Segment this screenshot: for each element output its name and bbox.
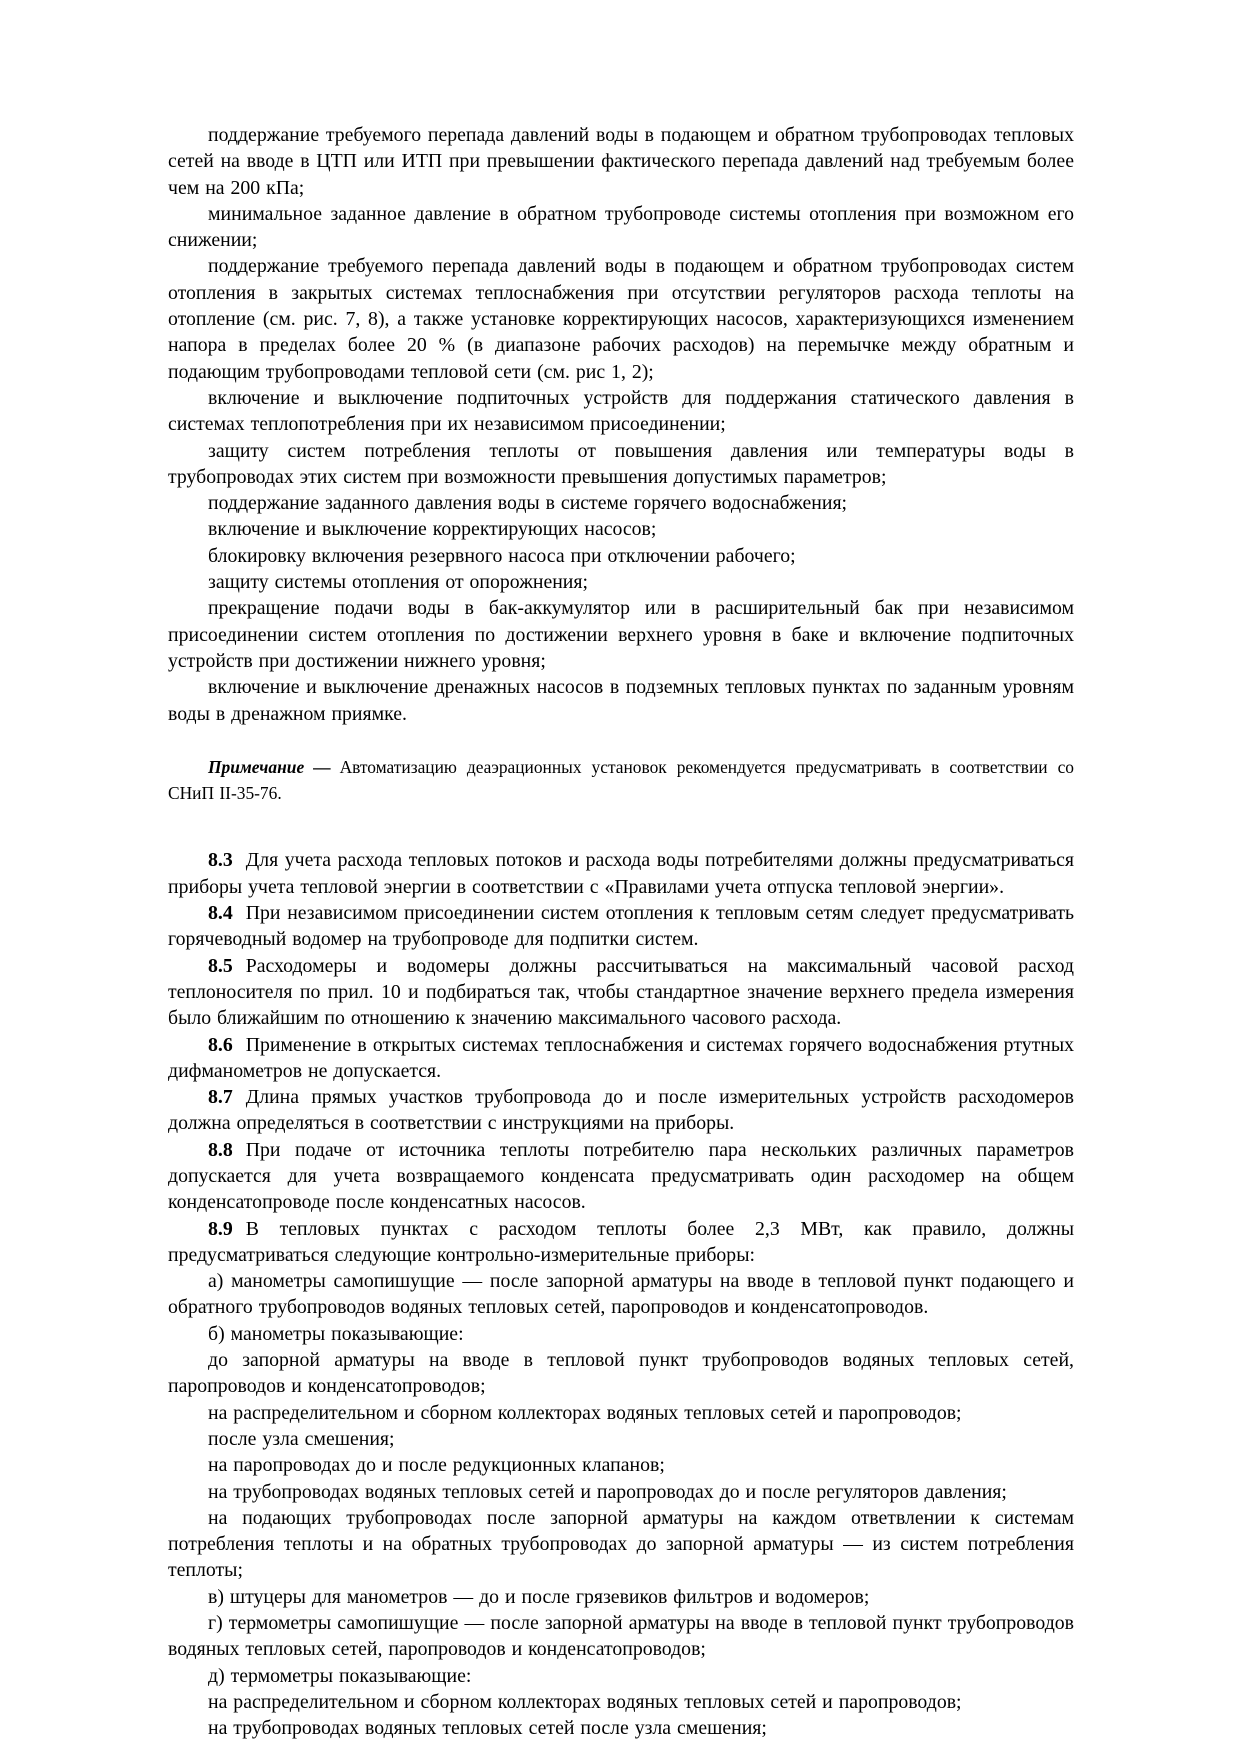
paragraph: поддержание требуемого перепада давлений воды в подающем и обратном трубопроводах систем отопления в закрытых системах теплоснабжения при отсутствии регуляторов расхода теплоты на отопление (см. рис. 7, 8), а также установке корректирующих насосов, характеризующихся изменением напора в пределах более 20 % (в диапазоне рабочих расходов) на перемычке между обратным и подающим трубопроводами тепловой сети (см. рис 1, 2);: [168, 255, 1074, 383]
document-content: [168, 122, 1074, 1742]
paragraph: прекращение подачи воды в бак-аккумулятор или в расширительный бак при независимом присоединении систем отопления по достижении верхнего уровня в баке и включение подпиточных устройств при достижении нижнего уровня;: [168, 597, 1074, 672]
paragraph: защиту систем потребления теплоты от повышения давления или температуры воды в трубопроводах этих систем при возможности превышения допустимых параметров;: [168, 439, 1074, 488]
section-number: 8.7: [208, 1086, 233, 1109]
note-text: Автоматизацию деаэрационных установок рекомендуется предусматривать в соответствии со СНиП II-35-76.: [168, 756, 1074, 804]
section-text: При независимом присоединении систем отопления к тепловым сетям следует предусматривать горячеводный водомер на трубопроводе для подпитки систем.: [168, 902, 1074, 951]
paragraph: д) термометры показывающие:: [208, 1664, 472, 1687]
paragraph: блокировку включения резервного насоса при отключении рабочего;: [208, 544, 796, 567]
section-text: Длина прямых участков трубопровода до и после измерительных устройств расходомеров должна определяться в соответствии с инструкциями на приборы.: [168, 1086, 1074, 1135]
paragraph: до запорной арматуры на вводе в тепловой пункт трубопроводов водяных тепловых сетей, паропроводов и конденсатопроводов;: [168, 1349, 1074, 1398]
paragraph: поддержание заданного давления воды в системе горячего водоснабжения;: [208, 492, 848, 515]
section-text: При подаче от источника теплоты потребителю пара нескольких различных параметров допускается для учета возвращаемого конденсата предусматривать один расходомер на общем конденсатопроводе после конденсатных насосов.: [168, 1138, 1074, 1214]
section-paragraph: [168, 900, 1074, 953]
paragraph: после узла смешения;: [208, 1427, 395, 1450]
section-number: 8.5: [208, 954, 233, 977]
section-text: Для учета расхода тепловых потоков и расхода воды потребителями должны предусматриваться приборы учета тепловой энергии в соответствии с «Правилами учета отпуска тепловой энергии».: [168, 849, 1074, 898]
section-paragraph: [168, 953, 1074, 1032]
paragraph: на паропроводах до и после редукционных клапанов;: [208, 1454, 665, 1477]
note-dash: —: [313, 756, 331, 777]
section-number: 8.6: [208, 1033, 233, 1056]
section-paragraph: [168, 1137, 1074, 1216]
note-label: Примечание: [208, 756, 305, 777]
paragraph: на подающих трубопроводах после запорной арматуры на каждом ответвлении к системам потребления теплоты и на обратных трубопроводах до запорной арматуры — из систем потребления теплоты;: [168, 1506, 1074, 1582]
paragraph: б) манометры показывающие:: [208, 1322, 464, 1345]
section-paragraph: [168, 1032, 1074, 1085]
paragraph: г) термометры самопишущие — после запорной арматуры на вводе в тепловой пункт трубопроводов водяных тепловых сетей, паропроводов и конденсатопроводов;: [168, 1612, 1074, 1661]
section-paragraph: [168, 1084, 1074, 1137]
section-paragraph: [168, 1216, 1074, 1269]
paragraph: в) штуцеры для манометров — до и после грязевиков фильтров и водомеров;: [208, 1585, 870, 1608]
paragraph: включение и выключение подпиточных устройств для поддержания статического давления в системах теплопотребления при их независимом присоединении;: [168, 386, 1074, 436]
section-text: Расходомеры и водомеры должны рассчитываться на максимальный часовой расход теплоносителя по прил. 10 и подбираться так, чтобы стандартное значение верхнего предела измерения было ближайшим по отношению к значению максимального часового расхода.: [168, 954, 1074, 1030]
paragraph: на распределительном и сборном коллекторах водяных тепловых сетей и паропроводов;: [208, 1401, 962, 1424]
paragraph: на трубопроводах водяных тепловых сетей и паропроводах до и после регуляторов давления;: [208, 1480, 1007, 1503]
paragraph: на трубопроводах водяных тепловых сетей после узла смешения;: [208, 1717, 767, 1740]
section-number: 8.8: [208, 1138, 233, 1161]
paragraph: минимальное заданное давление в обратном трубопроводе системы отопления при возможном его снижении;: [168, 202, 1074, 252]
section-paragraph: [168, 847, 1074, 900]
paragraph: защиту системы отопления от опорожнения;: [208, 571, 588, 594]
paragraph: включение и выключение корректирующих насосов;: [208, 518, 657, 541]
paragraph: включение и выключение дренажных насосов в подземных тепловых пунктах по заданным уровням воды в дренажном приямке.: [168, 676, 1074, 725]
section-number: 8.3: [208, 849, 233, 872]
paragraph: а) манометры самопишущие — после запорной арматуры на вводе в тепловой пункт подающего и обратного трубопроводов водяных тепловых сетей, паропроводов и конденсатопроводов.: [168, 1270, 1074, 1319]
paragraph: на распределительном и сборном коллекторах водяных тепловых сетей и паропроводов;: [208, 1690, 962, 1713]
note-paragraph: [168, 754, 1074, 807]
section-number: 8.4: [208, 902, 233, 925]
paragraph: поддержание требуемого перепада давлений воды в подающем и обратном трубопроводах тепловых сетей на вводе в ЦТП или ИТП при превышении фактического перепада давлений над требуемым более чем на 200 кПа;: [168, 124, 1074, 199]
section-number: 8.9: [208, 1217, 233, 1240]
section-text: Применение в открытых системах теплоснабжения и системах горячего водоснабжения ртутных дифманометров не допускается.: [168, 1033, 1074, 1082]
section-text: В тепловых пунктах с расходом теплоты более 2,3 МВт, как правило, должны предусматриваться следующие контрольно-измерительные приборы:: [168, 1217, 1074, 1266]
